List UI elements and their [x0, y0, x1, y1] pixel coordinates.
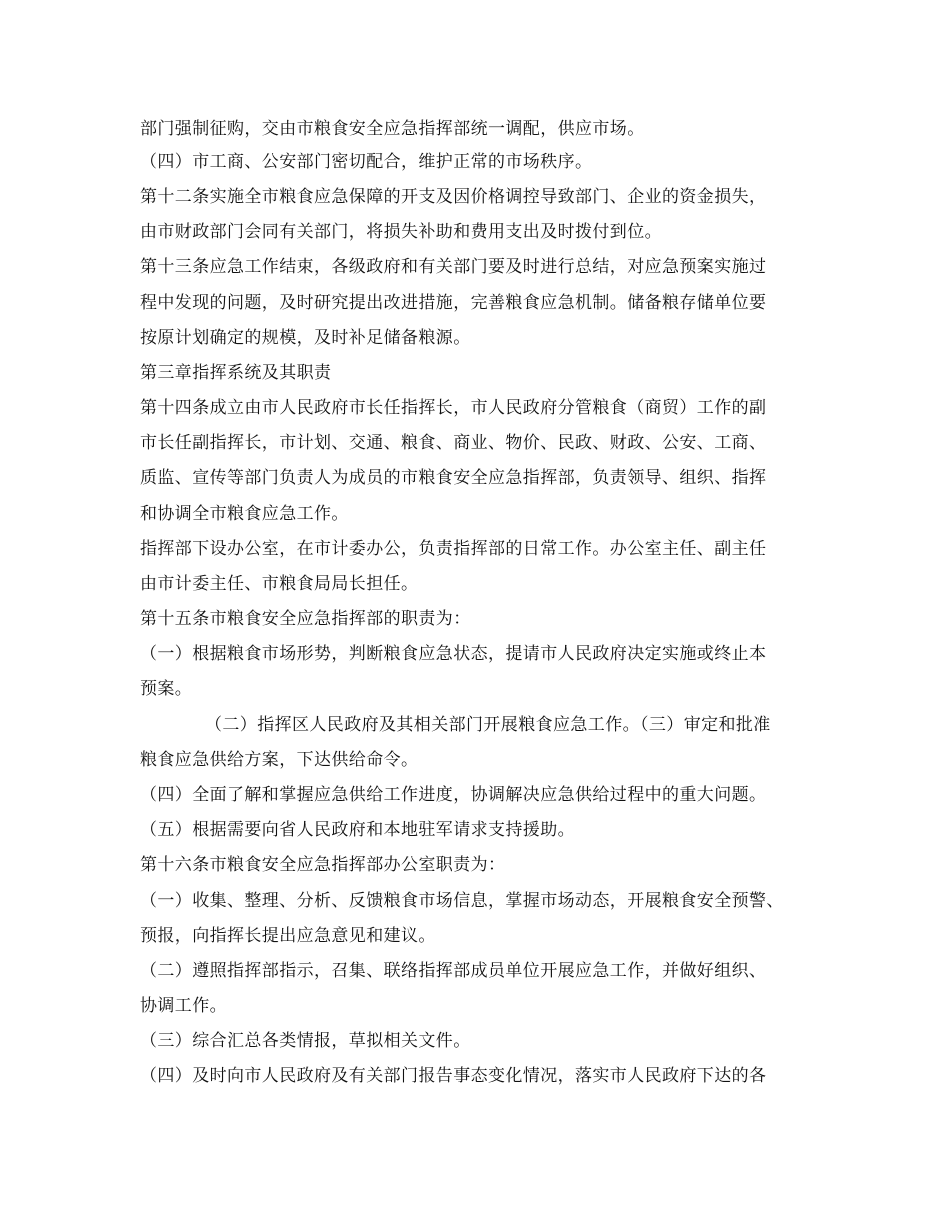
text-line: 协调工作。 [140, 996, 227, 1016]
text-line: （一）收集、整理、分析、反馈粮食市场信息，掌握市场动态，开展粮食安全预警、 [140, 891, 784, 911]
text-line: 第十二条实施全市粮食应急保障的开支及因价格调控导致部门、企业的资金损失， [140, 187, 767, 207]
text-line: 和协调全市粮食应急工作。 [140, 504, 349, 524]
text-line: 第十五条市粮食安全应急指挥部的职责为： [140, 609, 471, 629]
text-line: 第十六条市粮食安全应急指挥部办公室职责为： [140, 855, 506, 875]
text-line: 由市计委主任、市粮食局局长担任。 [140, 574, 419, 594]
text-line: 预报，向指挥长提出应急意见和建议。 [140, 926, 436, 946]
text-line: （四）及时向市人民政府及有关部门报告事态变化情况，落实市人民政府下达的各 [140, 1066, 767, 1086]
text-line: 预案。 [140, 679, 193, 699]
text-line: 第十三条应急工作结束，各级政府和有关部门要及时进行总结，对应急预案实施过 [140, 257, 767, 277]
text-line: 市长任副指挥长，市计划、交通、粮食、商业、物价、民政、财政、公安、工商、 [140, 433, 767, 453]
chapter-heading: 第三章指挥系统及其职责 [140, 363, 332, 383]
text-line: 由市财政部门会同有关部门，将损失补助和费用支出及时拨付到位。 [140, 222, 662, 242]
text-line: （四）全面了解和掌握应急供给工作进度，协调解决应急供给过程中的重大问题。 [140, 785, 767, 805]
text-line: 部门强制征购，交由市粮食安全应急指挥部统一调配，供应市场。 [140, 119, 645, 139]
text-line: （二）遵照指挥部指示，召集、联络指挥部成员单位开展应急工作，并做好组织、 [140, 961, 767, 981]
text-line: （二）指挥区人民政府及其相关部门开展粮食应急工作。（三）审定和批准 [205, 715, 771, 735]
text-line: 按原计划确定的规模，及时补足储备粮源。 [140, 328, 471, 348]
text-line: （五）根据需要向省人民政府和本地驻军请求支持援助。 [140, 820, 575, 840]
text-line: 指挥部下设办公室，在市计委办公，负责指挥部的日常工作。办公室主任、副主任 [140, 539, 767, 559]
text-line: （四）市工商、公安部门密切配合，维护正常的市场秩序。 [140, 152, 593, 172]
text-line: （一）根据粮食市场形势，判断粮食应急状态，提请市人民政府决定实施或终止本 [140, 644, 767, 664]
text-line: （三）综合汇总各类情报，草拟相关文件。 [140, 1031, 471, 1051]
text-line: 粮食应急供给方案，下达供给命令。 [140, 750, 419, 770]
text-line: 第十四条成立由市人民政府市长任指挥长，市人民政府分管粮食（商贸）工作的副 [140, 398, 767, 418]
text-line: 程中发现的问题，及时研究提出改进措施，完善粮食应急机制。储备粮存储单位要 [140, 293, 767, 313]
text-line: 质监、宣传等部门负责人为成员的市粮食安全应急指挥部，负责领导、组织、指挥 [140, 468, 767, 488]
